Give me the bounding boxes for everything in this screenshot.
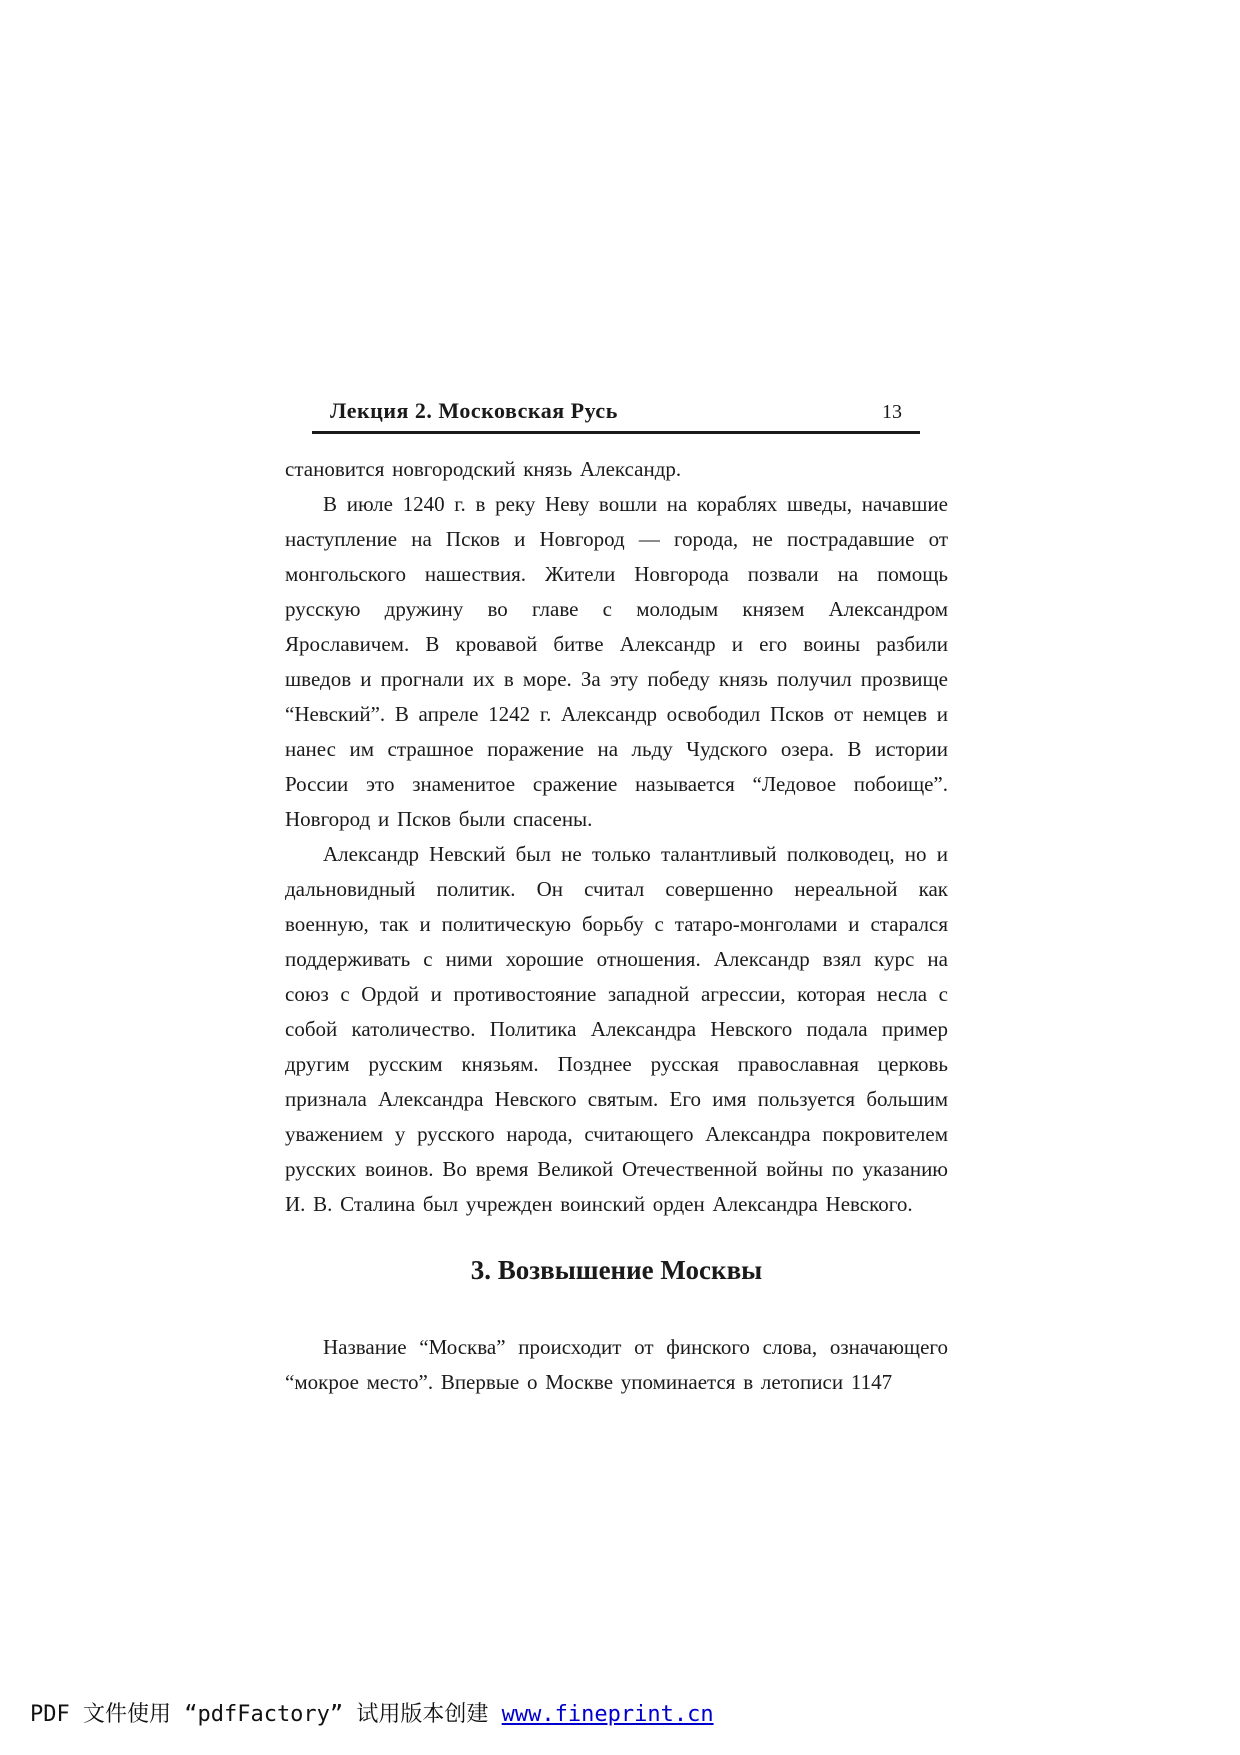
- running-header-title: Лекция 2. Московская Русь: [330, 398, 618, 423]
- fineprint-link[interactable]: www.fineprint.cn: [501, 1702, 714, 1727]
- running-header: [312, 398, 920, 434]
- body-text: [285, 452, 948, 1400]
- section-heading: 3. Возвышение Москвы: [470, 1255, 763, 1285]
- watermark-text: PDF 文件使用 “pdfFactory” 试用版本创建: [30, 1702, 502, 1727]
- paragraph: становится новгородский князь Александр.: [285, 457, 682, 481]
- paragraph: Александр Невский был не только талантливый полководец, но и дальновидный политик. Он считал совершенно нереальной как военную, так и политическую борьбу с татаро-монголами и старался поддерживать с ними хорошие отношения. Александр взял курс на союз с Ордой и противостояние западной агрессии, которая несла с собой католичество. Политика Александра Невского подала пример другим русским князьям. Позднее русская православная церковь признала Александра Невского святым. Его имя пользуется большим уважением у русского народа, считающего Александра покровителем русских воинов. Во время Великой Отечественной войны по указанию И. В. Сталина был учрежден воинский орден Александра Невского.: [285, 842, 948, 1216]
- paragraph: Название “Москва” происходит от финского слова, означающего “мокрое место”. Впервые о Москве упоминается в летописи 1147: [285, 1335, 948, 1394]
- paragraph: В июле 1240 г. в реку Неву вошли на кораблях шведы, начавшие наступление на Псков и Новгород — города, не пострадавшие от монгольского нашествия. Жители Новгорода позвали на помощь русскую дружину во главе с молодым князем Александром Ярославичем. В кровавой битве Александр и его воины разбили шведов и прогнали их в море. За эту победу князь получил прозвище “Невский”. В апреле 1242 г. Александр освободил Псков от немцев и нанес им страшное поражение на льду Чудского озера. В истории России это знаменитое сражение называется “Ледовое побоище”. Новгород и Псков были спасены.: [285, 492, 948, 831]
- pdf-watermark: [30, 1697, 714, 1728]
- page-number: 13: [882, 401, 902, 423]
